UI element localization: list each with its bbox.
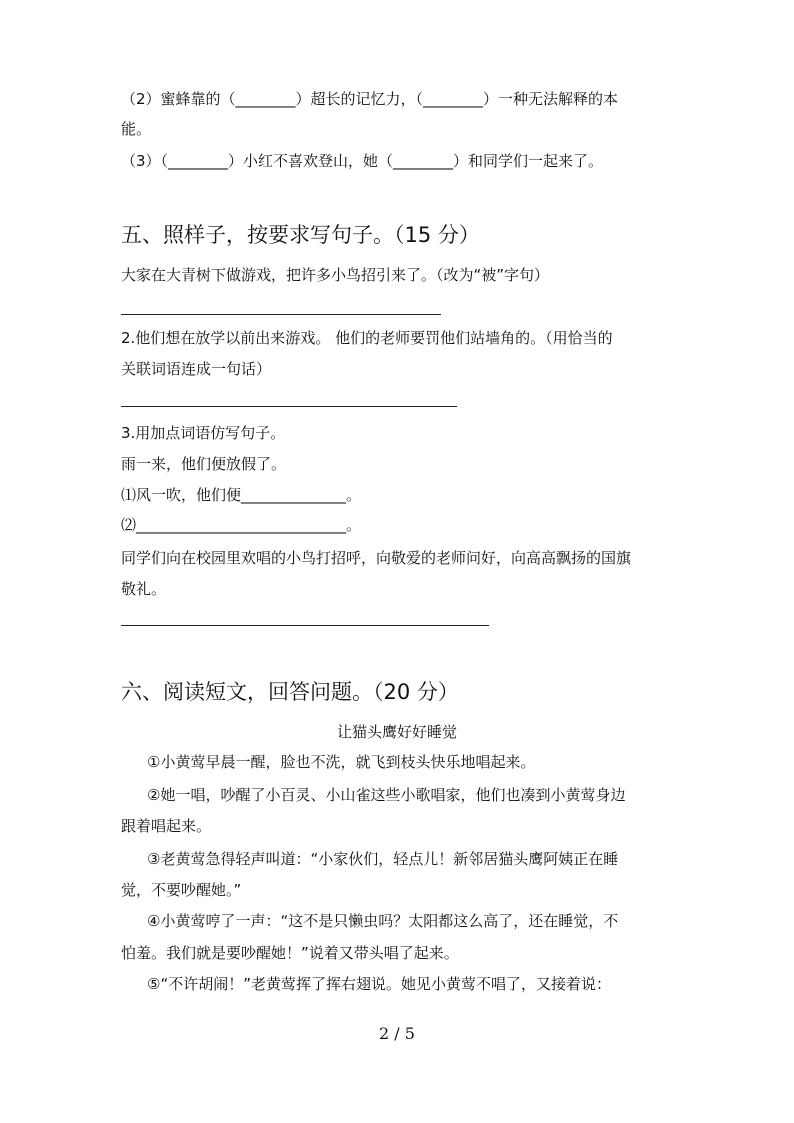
passage-p2-line1: ②她一唱，吵醒了小百灵、小山雀这些小歌唱家，他们也凑到小黄莺身边	[147, 786, 626, 804]
passage-p3-line1: ③老黄莺急得轻声叫道：“小家伙们，轻点儿！新邻居猫头鹰阿姨正在睡	[147, 850, 619, 868]
q5-4-line1: 同学们向在校园里欢唱的小鸟打招呼，向敬爱的老师问好，向高高飘扬的国旗	[121, 549, 632, 567]
answer-line-1[interactable]	[121, 314, 441, 315]
passage-p5: ⑤“不许胡闹！”老黄莺挥了挥右翅说。她见小黄莺不唱了，又接着说：	[147, 975, 611, 993]
passage-p3-line2: 觉，不要吵醒她。”	[121, 881, 242, 899]
passage-p1: ①小黄莺早晨一醒，脸也不洗，就飞到枝头快乐地唱起来。	[147, 753, 536, 771]
q4-2-line1: （2）蜜蜂靠的（________）超长的记忆力，（________）一种无法解释的本	[121, 90, 619, 108]
q5-3-title: 3.用加点词语仿写句子。	[121, 424, 286, 442]
q4-2-line2: 能。	[121, 120, 152, 138]
q4-3: （3）（________）小红不喜欢登山，她（________）和同学们一起来了。	[121, 152, 604, 170]
q5-4-line2: 敬礼。	[121, 580, 167, 598]
section5-heading: 五、照样子，按要求写句子。（15 分）	[121, 223, 480, 247]
q5-3-sub1: ⑴风一吹，他们便______________。	[121, 486, 362, 504]
passage-title: 让猫头鹰好好睡觉	[336, 723, 457, 741]
passage-p4-line1: ④小黄莺哼了一声：“这不是只懒虫吗？太阳都这么高了，还在睡觉，不	[147, 912, 619, 930]
page-number: 2 / 5	[379, 1024, 415, 1043]
passage-p4-line2: 怕羞。我们就是要吵醒她！”说着又带头唱了起来。	[121, 944, 459, 962]
answer-line-3[interactable]	[121, 625, 489, 626]
q5-2-line1: 2.他们想在放学以前出来游戏。 他们的老师要罚他们站墙角的。（用恰当的	[121, 329, 613, 347]
section6-heading: 六、阅读短文，回答问题。（20 分）	[121, 680, 459, 704]
q5-3-example: 雨一来，他们便放假了。	[121, 455, 287, 473]
q5-1: 大家在大青树下做游戏，把许多小鸟招引来了。（改为“被”字句）	[121, 266, 550, 284]
answer-line-2[interactable]	[121, 406, 457, 407]
q5-2-line2: 关联词语连成一句话）	[121, 360, 272, 378]
passage-p2-line2: 跟着唱起来。	[121, 817, 212, 835]
q5-3-sub2: ⑵____________________________。	[121, 516, 362, 534]
